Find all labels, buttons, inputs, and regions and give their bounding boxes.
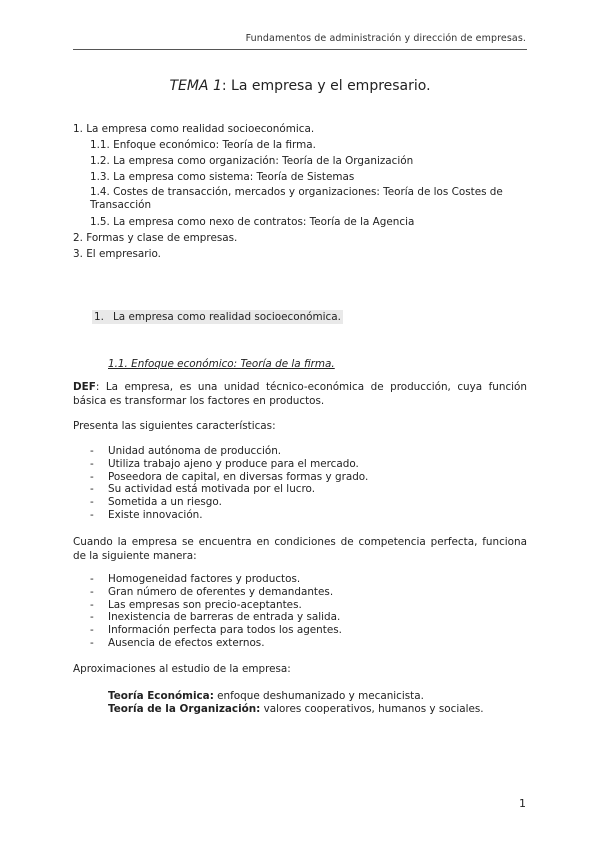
toc-item: 2. Formas y clase de empresas. [73, 232, 238, 244]
list-item: - Existe innovación. [90, 508, 203, 521]
approach-label: Teoría Económica: [108, 690, 214, 702]
title-tema: TEMA 1 [169, 78, 222, 94]
competition-intro: Cuando la empresa se encuentra en condiciones de competencia perfecta, funciona de la siguiente manera: [73, 536, 527, 562]
title-text: La empresa y el empresario. [226, 78, 431, 94]
list-dash: - [90, 598, 94, 611]
list-item: - Ausencia de efectos externos. [90, 636, 265, 649]
characteristics-intro: Presenta las siguientes características: [73, 420, 276, 432]
approach-item: Teoría Económica: enfoque deshumanizado y mecanicista. [108, 690, 424, 702]
list-dash: - [90, 496, 94, 509]
list-dash: - [90, 483, 94, 496]
list-dash: - [90, 508, 94, 521]
list-item: - Utiliza trabajo ajeno y produce para el mercado. [90, 457, 359, 470]
toc-item: 1.4. Costes de transacción, mercados y organizaciones: Teoría de los Costes de Transacción [90, 186, 503, 211]
toc-item: 1.2. La empresa como organización: Teoría de la Organización [90, 155, 414, 167]
approach-label: Teoría de la Organización: [108, 703, 261, 715]
list-dash: - [90, 636, 94, 649]
list-dash: - [90, 624, 94, 637]
page-number: 1 [519, 797, 526, 810]
list-item: - Gran número de oferentes y demandantes. [90, 585, 334, 598]
toc-item: 3. El empresario. [73, 248, 161, 260]
section-heading [92, 310, 343, 324]
definition-text: : La empresa, es una unidad técnico-económica de producción, cuya función básica es transformar los factores en productos. [73, 381, 527, 407]
running-header: Fundamentos de administración y dirección de empresas. [245, 33, 526, 44]
list-dash: - [90, 611, 94, 624]
definition-paragraph [73, 380, 527, 408]
list-item: - Inexistencia de barreras de entrada y salida. [90, 611, 341, 624]
subsection-heading: 1.1. Enfoque económico: Teoría de la firma. [108, 358, 335, 370]
list-item: - Poseedora de capital, en diversas formas y grado. [90, 470, 369, 483]
header-rule [73, 49, 527, 50]
table-of-contents [73, 121, 533, 262]
list-dash: - [90, 445, 94, 457]
list-item: - Unidad autónoma de producción. [90, 445, 282, 457]
list-item: - Homogeneidad factores y productos. [90, 573, 301, 585]
definition-label: DEF [73, 381, 96, 393]
list-item: - Las empresas son precio-aceptantes. [90, 598, 302, 611]
list-dash: - [90, 457, 94, 470]
approaches-intro: Aproximaciones al estudio de la empresa: [73, 663, 291, 675]
title-colon: : [221, 78, 227, 94]
section-title: La empresa como realidad socioeconómica. [113, 311, 341, 323]
list-dash: - [90, 470, 94, 483]
approach-item: Teoría de la Organización: valores cooperativos, humanos y sociales. [108, 703, 484, 715]
characteristics-list [90, 445, 490, 522]
toc-item: 1.1. Enfoque económico: Teoría de la firma. [90, 139, 316, 151]
toc-item: 1.5. La empresa como nexo de contratos: Teoría de la Agencia [90, 216, 415, 228]
list-item: - Información perfecta para todos los agentes. [90, 624, 342, 637]
list-item: - Su actividad está motivada por el lucro. [90, 483, 316, 496]
toc-item: 1.3. La empresa como sistema: Teoría de Sistemas [90, 171, 355, 183]
toc-item: 1. La empresa como realidad socioeconómica. [73, 123, 315, 135]
list-dash: - [90, 585, 94, 598]
section-number: 1. [94, 311, 104, 323]
competition-list [90, 573, 490, 650]
page-title [0, 78, 600, 94]
list-dash: - [90, 573, 94, 585]
list-item: - Sometida a un riesgo. [90, 496, 222, 509]
